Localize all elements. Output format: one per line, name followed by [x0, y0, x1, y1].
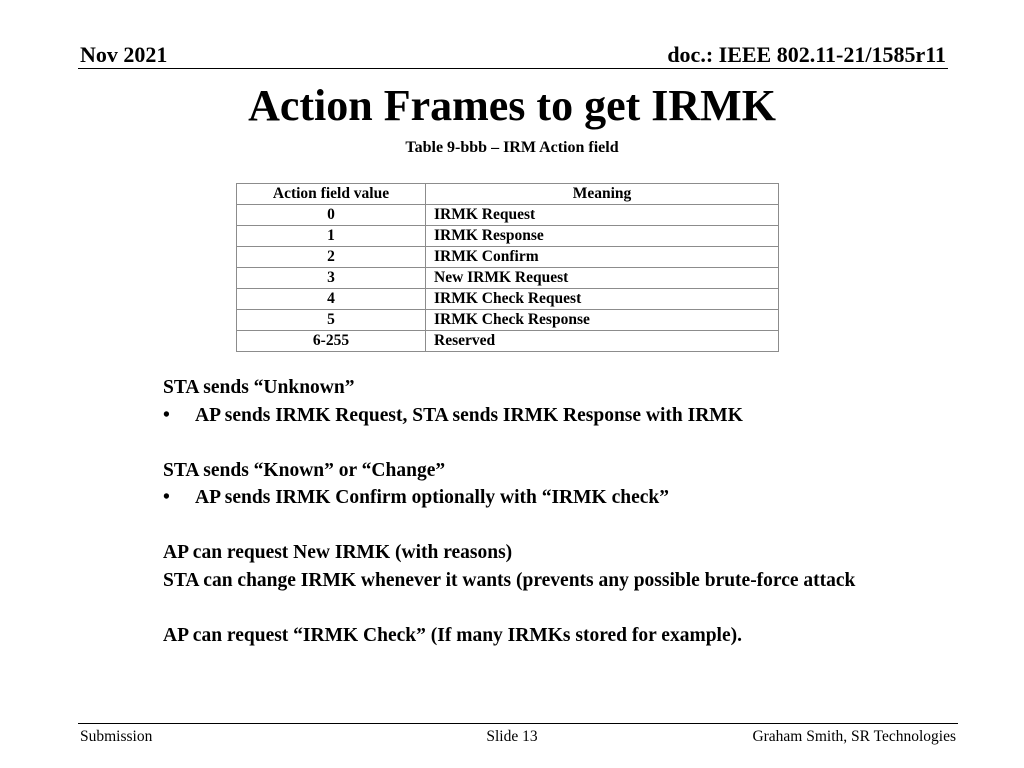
- paragraph-spacer: [163, 512, 943, 540]
- table-row: [237, 247, 779, 268]
- meaning-cell: IRMK Request: [426, 205, 779, 226]
- table-row: [237, 268, 779, 289]
- action-value-cell: 6-255: [237, 331, 426, 352]
- table-header-row: [237, 184, 779, 205]
- body-line-sta-unknown: STA sends “Unknown”: [163, 377, 355, 398]
- action-value-cell: 5: [237, 310, 426, 331]
- action-value-cell: 3: [237, 268, 426, 289]
- table-row: [237, 310, 779, 331]
- footer-slide-number: Slide 13: [486, 728, 538, 745]
- table-row: [237, 226, 779, 247]
- body-line-sta-change: STA can change IRMK whenever it wants (prevents any possible brute-force attack: [163, 569, 856, 591]
- footer-divider: [78, 723, 958, 724]
- column-header-value: Action field value: [237, 184, 426, 205]
- bullet-marker: •: [163, 487, 170, 508]
- meaning-cell: Reserved: [426, 331, 779, 352]
- action-field-table: [236, 183, 779, 352]
- bullet-item: [163, 402, 943, 430]
- footer-author: Graham Smith, SR Technologies: [752, 728, 956, 745]
- body-line-sta-known: STA sends “Known” or “Change”: [163, 459, 446, 481]
- table-caption: Table 9-bbb – IRM Action field: [405, 139, 619, 156]
- action-value-cell: 4: [237, 289, 426, 310]
- body-line-new-irmk: AP can request New IRMK (with reasons): [163, 542, 513, 563]
- slide-title: Action Frames to get IRMK: [248, 81, 776, 130]
- meaning-cell: IRMK Response: [426, 226, 779, 247]
- bullet-text: AP sends IRMK Request, STA sends IRMK Response with IRMK: [195, 404, 743, 426]
- header-date: Nov 2021: [80, 42, 168, 67]
- slide-body: [163, 374, 943, 649]
- meaning-cell: New IRMK Request: [426, 268, 779, 289]
- body-line-irmk-check: AP can request “IRMK Check” (If many IRMKs stored for example).: [163, 624, 742, 646]
- header-divider: [78, 68, 948, 69]
- bullet-item: [163, 484, 943, 512]
- footer-submission: Submission: [80, 728, 153, 745]
- table-row: [237, 331, 779, 352]
- table-row: [237, 289, 779, 310]
- column-header-meaning: Meaning: [426, 184, 779, 205]
- action-value-cell: 0: [237, 205, 426, 226]
- meaning-cell: IRMK Check Request: [426, 289, 779, 310]
- meaning-cell: IRMK Check Response: [426, 310, 779, 331]
- header-doc-number: doc.: IEEE 802.11-21/1585r11: [667, 42, 946, 67]
- action-value-cell: 1: [237, 226, 426, 247]
- action-value-cell: 2: [237, 247, 426, 268]
- bullet-text: AP sends IRMK Confirm optionally with “IRMK check”: [195, 487, 669, 508]
- bullet-marker: •: [163, 404, 170, 426]
- meaning-cell: IRMK Confirm: [426, 247, 779, 268]
- paragraph-spacer: [163, 594, 943, 622]
- table-row: [237, 205, 779, 226]
- paragraph-spacer: [163, 429, 943, 457]
